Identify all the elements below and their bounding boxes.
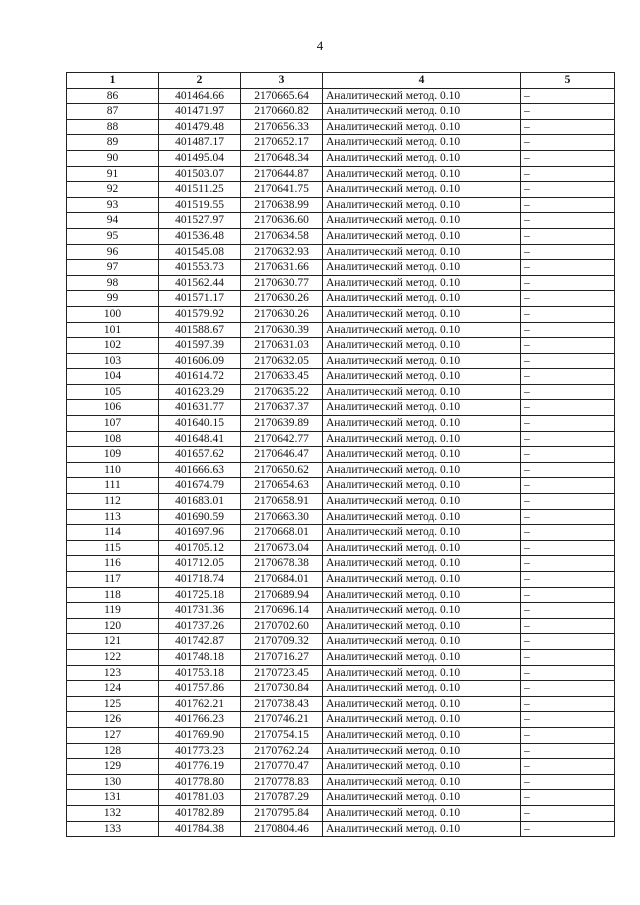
y-coordinate-cell: 2170630.39 xyxy=(241,322,323,338)
x-coordinate-cell: 401725.18 xyxy=(159,587,241,603)
method-cell: Аналитический метод. 0.10 xyxy=(323,275,521,291)
note-cell: – xyxy=(521,213,615,229)
table-row xyxy=(67,306,615,322)
x-coordinate-cell: 401762.21 xyxy=(159,696,241,712)
y-coordinate-cell: 2170632.93 xyxy=(241,244,323,260)
x-coordinate-cell: 401776.19 xyxy=(159,759,241,775)
note-cell: – xyxy=(521,478,615,494)
point-number-cell: 94 xyxy=(67,213,159,229)
y-coordinate-cell: 2170684.01 xyxy=(241,572,323,588)
column-header-3: 3 xyxy=(241,73,323,89)
y-coordinate-cell: 2170716.27 xyxy=(241,649,323,665)
x-coordinate-cell: 401553.73 xyxy=(159,260,241,276)
method-cell: Аналитический метод. 0.10 xyxy=(323,150,521,166)
point-number-cell: 99 xyxy=(67,291,159,307)
x-coordinate-cell: 401562.44 xyxy=(159,275,241,291)
point-number-cell: 112 xyxy=(67,494,159,510)
point-number-cell: 115 xyxy=(67,540,159,556)
method-cell: Аналитический метод. 0.10 xyxy=(323,634,521,650)
method-cell: Аналитический метод. 0.10 xyxy=(323,119,521,135)
x-coordinate-cell: 401503.07 xyxy=(159,166,241,182)
point-number-cell: 106 xyxy=(67,400,159,416)
x-coordinate-cell: 401683.01 xyxy=(159,494,241,510)
y-coordinate-cell: 2170678.38 xyxy=(241,556,323,572)
y-coordinate-cell: 2170635.22 xyxy=(241,384,323,400)
y-coordinate-cell: 2170668.01 xyxy=(241,525,323,541)
y-coordinate-cell: 2170634.58 xyxy=(241,228,323,244)
x-coordinate-cell: 401527.97 xyxy=(159,213,241,229)
y-coordinate-cell: 2170660.82 xyxy=(241,104,323,120)
method-cell: Аналитический метод. 0.10 xyxy=(323,338,521,354)
method-cell: Аналитический метод. 0.10 xyxy=(323,447,521,463)
note-cell: – xyxy=(521,119,615,135)
table-row xyxy=(67,634,615,650)
table-row xyxy=(67,712,615,728)
y-coordinate-cell: 2170804.46 xyxy=(241,821,323,837)
point-number-cell: 88 xyxy=(67,119,159,135)
y-coordinate-cell: 2170665.64 xyxy=(241,88,323,104)
method-cell: Аналитический метод. 0.10 xyxy=(323,712,521,728)
point-number-cell: 108 xyxy=(67,431,159,447)
y-coordinate-cell: 2170770.47 xyxy=(241,759,323,775)
x-coordinate-cell: 401631.77 xyxy=(159,400,241,416)
x-coordinate-cell: 401511.25 xyxy=(159,182,241,198)
note-cell: – xyxy=(521,353,615,369)
method-cell: Аналитический метод. 0.10 xyxy=(323,805,521,821)
y-coordinate-cell: 2170778.83 xyxy=(241,774,323,790)
method-cell: Аналитический метод. 0.10 xyxy=(323,494,521,510)
note-cell: – xyxy=(521,712,615,728)
y-coordinate-cell: 2170650.62 xyxy=(241,462,323,478)
method-cell: Аналитический метод. 0.10 xyxy=(323,260,521,276)
point-number-cell: 90 xyxy=(67,150,159,166)
point-number-cell: 100 xyxy=(67,306,159,322)
table-row xyxy=(67,338,615,354)
y-coordinate-cell: 2170636.60 xyxy=(241,213,323,229)
point-number-cell: 123 xyxy=(67,665,159,681)
note-cell: – xyxy=(521,447,615,463)
table-body xyxy=(67,88,615,837)
note-cell: – xyxy=(521,416,615,432)
point-number-cell: 116 xyxy=(67,556,159,572)
method-cell: Аналитический метод. 0.10 xyxy=(323,681,521,697)
x-coordinate-cell: 401487.17 xyxy=(159,135,241,151)
table-row xyxy=(67,805,615,821)
table-row xyxy=(67,556,615,572)
method-cell: Аналитический метод. 0.10 xyxy=(323,727,521,743)
y-coordinate-cell: 2170709.32 xyxy=(241,634,323,650)
x-coordinate-cell: 401773.23 xyxy=(159,743,241,759)
method-cell: Аналитический метод. 0.10 xyxy=(323,696,521,712)
note-cell: – xyxy=(521,540,615,556)
x-coordinate-cell: 401657.62 xyxy=(159,447,241,463)
point-number-cell: 121 xyxy=(67,634,159,650)
point-number-cell: 93 xyxy=(67,197,159,213)
table-row xyxy=(67,119,615,135)
note-cell: – xyxy=(521,104,615,120)
y-coordinate-cell: 2170646.47 xyxy=(241,447,323,463)
method-cell: Аналитический метод. 0.10 xyxy=(323,618,521,634)
method-cell: Аналитический метод. 0.10 xyxy=(323,759,521,775)
table-row xyxy=(67,665,615,681)
y-coordinate-cell: 2170639.89 xyxy=(241,416,323,432)
point-number-cell: 102 xyxy=(67,338,159,354)
x-coordinate-cell: 401737.26 xyxy=(159,618,241,634)
x-coordinate-cell: 401742.87 xyxy=(159,634,241,650)
note-cell: – xyxy=(521,696,615,712)
table-row xyxy=(67,572,615,588)
table-row xyxy=(67,774,615,790)
method-cell: Аналитический метод. 0.10 xyxy=(323,649,521,665)
method-cell: Аналитический метод. 0.10 xyxy=(323,135,521,151)
x-coordinate-cell: 401784.38 xyxy=(159,821,241,837)
note-cell: – xyxy=(521,603,615,619)
x-coordinate-cell: 401648.41 xyxy=(159,431,241,447)
table-row xyxy=(67,540,615,556)
method-cell: Аналитический метод. 0.10 xyxy=(323,291,521,307)
table-row xyxy=(67,384,615,400)
y-coordinate-cell: 2170723.45 xyxy=(241,665,323,681)
note-cell: – xyxy=(521,322,615,338)
point-number-cell: 117 xyxy=(67,572,159,588)
y-coordinate-cell: 2170689.94 xyxy=(241,587,323,603)
x-coordinate-cell: 401690.59 xyxy=(159,509,241,525)
y-coordinate-cell: 2170702.60 xyxy=(241,618,323,634)
table-row xyxy=(67,104,615,120)
y-coordinate-cell: 2170652.17 xyxy=(241,135,323,151)
x-coordinate-cell: 401623.29 xyxy=(159,384,241,400)
x-coordinate-cell: 401757.86 xyxy=(159,681,241,697)
point-number-cell: 87 xyxy=(67,104,159,120)
table-row xyxy=(67,462,615,478)
table-row xyxy=(67,618,615,634)
x-coordinate-cell: 401614.72 xyxy=(159,369,241,385)
x-coordinate-cell: 401640.15 xyxy=(159,416,241,432)
point-number-cell: 114 xyxy=(67,525,159,541)
table-row xyxy=(67,681,615,697)
note-cell: – xyxy=(521,338,615,354)
y-coordinate-cell: 2170787.29 xyxy=(241,790,323,806)
note-cell: – xyxy=(521,228,615,244)
point-number-cell: 109 xyxy=(67,447,159,463)
method-cell: Аналитический метод. 0.10 xyxy=(323,104,521,120)
point-number-cell: 125 xyxy=(67,696,159,712)
y-coordinate-cell: 2170673.04 xyxy=(241,540,323,556)
x-coordinate-cell: 401731.36 xyxy=(159,603,241,619)
table-row xyxy=(67,291,615,307)
note-cell: – xyxy=(521,431,615,447)
column-header-1: 1 xyxy=(67,73,159,89)
table-row xyxy=(67,743,615,759)
method-cell: Аналитический метод. 0.10 xyxy=(323,572,521,588)
note-cell: – xyxy=(521,572,615,588)
note-cell: – xyxy=(521,135,615,151)
note-cell: – xyxy=(521,197,615,213)
note-cell: – xyxy=(521,774,615,790)
y-coordinate-cell: 2170730.84 xyxy=(241,681,323,697)
note-cell: – xyxy=(521,88,615,104)
table-row xyxy=(67,369,615,385)
note-cell: – xyxy=(521,260,615,276)
note-cell: – xyxy=(521,634,615,650)
x-coordinate-cell: 401766.23 xyxy=(159,712,241,728)
table-row xyxy=(67,197,615,213)
table-row xyxy=(67,88,615,104)
column-header-2: 2 xyxy=(159,73,241,89)
x-coordinate-cell: 401597.39 xyxy=(159,338,241,354)
note-cell: – xyxy=(521,494,615,510)
y-coordinate-cell: 2170746.21 xyxy=(241,712,323,728)
table-row xyxy=(67,494,615,510)
y-coordinate-cell: 2170638.99 xyxy=(241,197,323,213)
y-coordinate-cell: 2170642.77 xyxy=(241,431,323,447)
table-row xyxy=(67,416,615,432)
table-row xyxy=(67,696,615,712)
point-number-cell: 133 xyxy=(67,821,159,837)
point-number-cell: 122 xyxy=(67,649,159,665)
y-coordinate-cell: 2170641.75 xyxy=(241,182,323,198)
method-cell: Аналитический метод. 0.10 xyxy=(323,540,521,556)
table-row xyxy=(67,275,615,291)
table-row xyxy=(67,509,615,525)
note-cell: – xyxy=(521,805,615,821)
point-number-cell: 96 xyxy=(67,244,159,260)
note-cell: – xyxy=(521,790,615,806)
table-row xyxy=(67,525,615,541)
note-cell: – xyxy=(521,462,615,478)
point-number-cell: 97 xyxy=(67,260,159,276)
method-cell: Аналитический метод. 0.10 xyxy=(323,603,521,619)
point-number-cell: 92 xyxy=(67,182,159,198)
method-cell: Аналитический метод. 0.10 xyxy=(323,228,521,244)
table-row xyxy=(67,727,615,743)
y-coordinate-cell: 2170754.15 xyxy=(241,727,323,743)
note-cell: – xyxy=(521,509,615,525)
y-coordinate-cell: 2170631.66 xyxy=(241,260,323,276)
note-cell: – xyxy=(521,618,615,634)
y-coordinate-cell: 2170663.30 xyxy=(241,509,323,525)
y-coordinate-cell: 2170738.43 xyxy=(241,696,323,712)
page-number: 4 xyxy=(316,38,324,53)
x-coordinate-cell: 401464.66 xyxy=(159,88,241,104)
column-header-4: 4 xyxy=(323,73,521,89)
y-coordinate-cell: 2170762.24 xyxy=(241,743,323,759)
note-cell: – xyxy=(521,244,615,260)
note-cell: – xyxy=(521,556,615,572)
method-cell: Аналитический метод. 0.10 xyxy=(323,587,521,603)
point-number-cell: 131 xyxy=(67,790,159,806)
note-cell: – xyxy=(521,587,615,603)
x-coordinate-cell: 401718.74 xyxy=(159,572,241,588)
x-coordinate-cell: 401519.55 xyxy=(159,197,241,213)
point-number-cell: 110 xyxy=(67,462,159,478)
method-cell: Аналитический метод. 0.10 xyxy=(323,353,521,369)
table-row xyxy=(67,166,615,182)
note-cell: – xyxy=(521,166,615,182)
point-number-cell: 128 xyxy=(67,743,159,759)
point-number-cell: 127 xyxy=(67,727,159,743)
y-coordinate-cell: 2170631.03 xyxy=(241,338,323,354)
point-number-cell: 130 xyxy=(67,774,159,790)
x-coordinate-cell: 401571.17 xyxy=(159,291,241,307)
x-coordinate-cell: 401782.89 xyxy=(159,805,241,821)
y-coordinate-cell: 2170630.77 xyxy=(241,275,323,291)
note-cell: – xyxy=(521,369,615,385)
note-cell: – xyxy=(521,291,615,307)
y-coordinate-cell: 2170630.26 xyxy=(241,306,323,322)
y-coordinate-cell: 2170656.33 xyxy=(241,119,323,135)
point-number-cell: 124 xyxy=(67,681,159,697)
method-cell: Аналитический метод. 0.10 xyxy=(323,88,521,104)
x-coordinate-cell: 401781.03 xyxy=(159,790,241,806)
table-row xyxy=(67,649,615,665)
table-row xyxy=(67,821,615,837)
x-coordinate-cell: 401588.67 xyxy=(159,322,241,338)
note-cell: – xyxy=(521,649,615,665)
table-row xyxy=(67,322,615,338)
x-coordinate-cell: 401778.80 xyxy=(159,774,241,790)
method-cell: Аналитический метод. 0.10 xyxy=(323,213,521,229)
table-row xyxy=(67,228,615,244)
note-cell: – xyxy=(521,681,615,697)
table-row xyxy=(67,213,615,229)
table-row xyxy=(67,587,615,603)
method-cell: Аналитический метод. 0.10 xyxy=(323,416,521,432)
table-row xyxy=(67,135,615,151)
table-row xyxy=(67,759,615,775)
note-cell: – xyxy=(521,275,615,291)
point-number-cell: 107 xyxy=(67,416,159,432)
method-cell: Аналитический метод. 0.10 xyxy=(323,197,521,213)
x-coordinate-cell: 401666.63 xyxy=(159,462,241,478)
point-number-cell: 95 xyxy=(67,228,159,244)
note-cell: – xyxy=(521,665,615,681)
note-cell: – xyxy=(521,400,615,416)
table-row xyxy=(67,400,615,416)
method-cell: Аналитический метод. 0.10 xyxy=(323,306,521,322)
table-row xyxy=(67,182,615,198)
point-number-cell: 101 xyxy=(67,322,159,338)
note-cell: – xyxy=(521,150,615,166)
x-coordinate-cell: 401697.96 xyxy=(159,525,241,541)
point-number-cell: 111 xyxy=(67,478,159,494)
method-cell: Аналитический метод. 0.10 xyxy=(323,369,521,385)
note-cell: – xyxy=(521,759,615,775)
point-number-cell: 103 xyxy=(67,353,159,369)
note-cell: – xyxy=(521,821,615,837)
method-cell: Аналитический метод. 0.10 xyxy=(323,774,521,790)
point-number-cell: 104 xyxy=(67,369,159,385)
y-coordinate-cell: 2170648.34 xyxy=(241,150,323,166)
method-cell: Аналитический метод. 0.10 xyxy=(323,509,521,525)
table-header-row xyxy=(67,73,615,89)
table-row xyxy=(67,478,615,494)
method-cell: Аналитический метод. 0.10 xyxy=(323,821,521,837)
method-cell: Аналитический метод. 0.10 xyxy=(323,743,521,759)
method-cell: Аналитический метод. 0.10 xyxy=(323,384,521,400)
note-cell: – xyxy=(521,384,615,400)
y-coordinate-cell: 2170637.37 xyxy=(241,400,323,416)
table-row xyxy=(67,431,615,447)
x-coordinate-cell: 401536.48 xyxy=(159,228,241,244)
coordinates-table xyxy=(66,72,615,837)
y-coordinate-cell: 2170644.87 xyxy=(241,166,323,182)
x-coordinate-cell: 401748.18 xyxy=(159,649,241,665)
point-number-cell: 113 xyxy=(67,509,159,525)
y-coordinate-cell: 2170654.63 xyxy=(241,478,323,494)
point-number-cell: 126 xyxy=(67,712,159,728)
point-number-cell: 120 xyxy=(67,618,159,634)
method-cell: Аналитический метод. 0.10 xyxy=(323,665,521,681)
x-coordinate-cell: 401712.05 xyxy=(159,556,241,572)
table-row xyxy=(67,244,615,260)
method-cell: Аналитический метод. 0.10 xyxy=(323,462,521,478)
x-coordinate-cell: 401705.12 xyxy=(159,540,241,556)
method-cell: Аналитический метод. 0.10 xyxy=(323,166,521,182)
note-cell: – xyxy=(521,525,615,541)
column-header-5: 5 xyxy=(521,73,615,89)
y-coordinate-cell: 2170632.05 xyxy=(241,353,323,369)
method-cell: Аналитический метод. 0.10 xyxy=(323,478,521,494)
y-coordinate-cell: 2170795.84 xyxy=(241,805,323,821)
table-row xyxy=(67,353,615,369)
y-coordinate-cell: 2170633.45 xyxy=(241,369,323,385)
method-cell: Аналитический метод. 0.10 xyxy=(323,322,521,338)
y-coordinate-cell: 2170630.26 xyxy=(241,291,323,307)
method-cell: Аналитический метод. 0.10 xyxy=(323,431,521,447)
table-row xyxy=(67,150,615,166)
note-cell: – xyxy=(521,727,615,743)
note-cell: – xyxy=(521,743,615,759)
y-coordinate-cell: 2170658.91 xyxy=(241,494,323,510)
y-coordinate-cell: 2170696.14 xyxy=(241,603,323,619)
x-coordinate-cell: 401471.97 xyxy=(159,104,241,120)
method-cell: Аналитический метод. 0.10 xyxy=(323,525,521,541)
table-row xyxy=(67,260,615,276)
point-number-cell: 86 xyxy=(67,88,159,104)
point-number-cell: 89 xyxy=(67,135,159,151)
x-coordinate-cell: 401769.90 xyxy=(159,727,241,743)
x-coordinate-cell: 401674.79 xyxy=(159,478,241,494)
x-coordinate-cell: 401495.04 xyxy=(159,150,241,166)
method-cell: Аналитический метод. 0.10 xyxy=(323,790,521,806)
note-cell: – xyxy=(521,306,615,322)
point-number-cell: 98 xyxy=(67,275,159,291)
method-cell: Аналитический метод. 0.10 xyxy=(323,556,521,572)
point-number-cell: 129 xyxy=(67,759,159,775)
x-coordinate-cell: 401479.48 xyxy=(159,119,241,135)
table-row xyxy=(67,447,615,463)
point-number-cell: 118 xyxy=(67,587,159,603)
method-cell: Аналитический метод. 0.10 xyxy=(323,182,521,198)
point-number-cell: 119 xyxy=(67,603,159,619)
point-number-cell: 132 xyxy=(67,805,159,821)
x-coordinate-cell: 401753.18 xyxy=(159,665,241,681)
x-coordinate-cell: 401606.09 xyxy=(159,353,241,369)
table-row xyxy=(67,603,615,619)
method-cell: Аналитический метод. 0.10 xyxy=(323,244,521,260)
table-row xyxy=(67,790,615,806)
note-cell: – xyxy=(521,182,615,198)
x-coordinate-cell: 401545.08 xyxy=(159,244,241,260)
point-number-cell: 91 xyxy=(67,166,159,182)
point-number-cell: 105 xyxy=(67,384,159,400)
method-cell: Аналитический метод. 0.10 xyxy=(323,400,521,416)
x-coordinate-cell: 401579.92 xyxy=(159,306,241,322)
